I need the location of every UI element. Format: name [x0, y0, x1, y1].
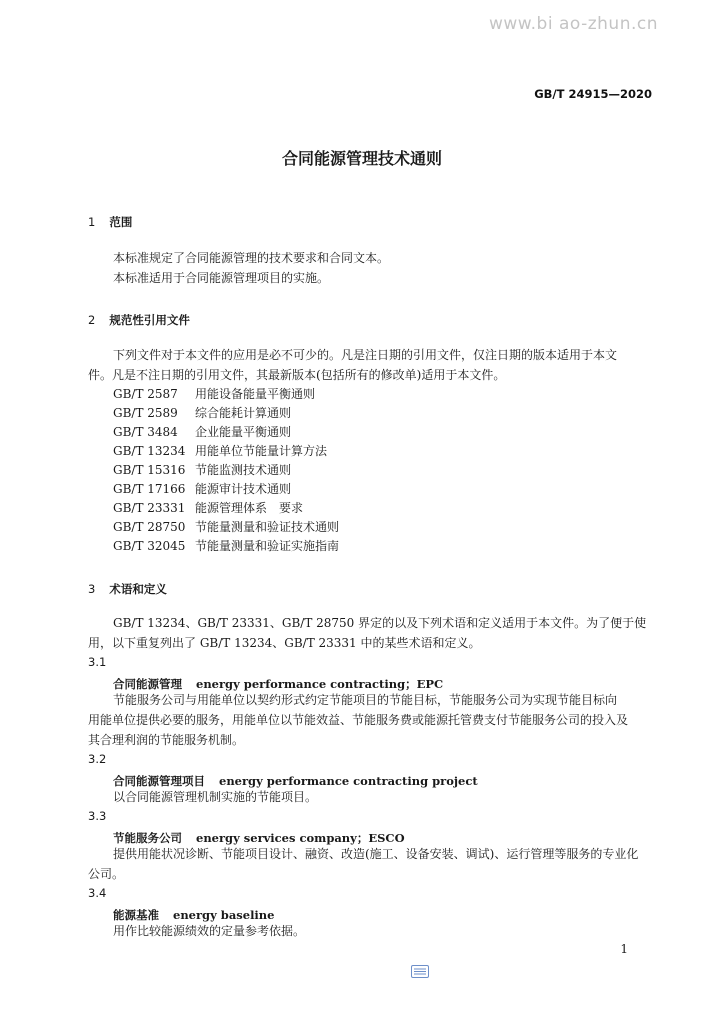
term-definition: 用能单位提供必要的服务，用能单位以节能效益、节能服务费或能源托管费支付节能服务公司的投入及: [88, 713, 629, 727]
reference-item: [113, 423, 291, 440]
term-english: energy baseline: [173, 908, 275, 922]
seal-stamp-icon: [411, 965, 429, 978]
reference-item: [113, 461, 291, 478]
reference-name: 能源管理体系 要求: [195, 501, 304, 515]
reference-code: GB/T 32045: [113, 539, 186, 553]
term-definition: 其合理利润的节能服务机制。: [88, 733, 245, 747]
reference-name: 企业能量平衡通则: [195, 425, 292, 439]
paragraph: 本标准适用于合同能源管理项目的实施。: [113, 271, 330, 285]
reference-code: GB/T 3484: [113, 425, 178, 439]
paragraph: 下列文件对于本文件的应用是必不可少的。凡是注日期的引用文件，仅注日期的版本适用于本文: [113, 348, 618, 362]
term-chinese: 能源基准: [113, 908, 159, 922]
term-english: energy performance contracting；EPC: [196, 677, 444, 691]
paragraph: GB/T 13234、GB/T 23331、GB/T 28750 界定的以及下列术语和定义适用于本文件。为了便于使: [113, 616, 647, 630]
reference-code: GB/T 23331: [113, 501, 186, 515]
section-3-heading: [88, 578, 167, 597]
section-2-heading: [88, 309, 190, 328]
paragraph: 本标准规定了合同能源管理的技术要求和合同文本。: [113, 251, 390, 265]
paragraph: 件。凡是不注日期的引用文件，其最新版本(包括所有的修改单)适用于本文件。: [88, 368, 506, 382]
page-number: 1: [620, 942, 628, 956]
standard-number: GB/T 24915—2020: [534, 87, 652, 101]
reference-code: GB/T 2589: [113, 406, 178, 420]
reference-code: GB/T 15316: [113, 463, 186, 477]
reference-name: 用能设备能量平衡通则: [195, 387, 316, 401]
reference-code: GB/T 13234: [113, 444, 186, 458]
term-english: energy services company；ESCO: [196, 831, 405, 845]
section-number: 3: [88, 582, 96, 596]
section-title: 范围: [109, 215, 133, 229]
term-number: 3.3: [88, 809, 107, 823]
term-english: energy performance contracting project: [219, 774, 478, 788]
reference-code: GB/T 2587: [113, 387, 178, 401]
term-number: 3.1: [88, 655, 107, 669]
section-title: 术语和定义: [109, 582, 167, 596]
section-1-heading: [88, 211, 132, 230]
term-definition: 用作比较能源绩效的定量参考依据。: [113, 924, 306, 938]
term-number: 3.2: [88, 752, 107, 766]
section-title: 规范性引用文件: [109, 313, 190, 327]
document-title: 合同能源管理技术通则: [281, 149, 442, 168]
term-chinese: 合同能源管理项目: [113, 774, 205, 788]
reference-code: GB/T 28750: [113, 520, 186, 534]
reference-item: [113, 404, 291, 421]
reference-item: [113, 442, 327, 459]
section-number: 2: [88, 313, 96, 327]
reference-item: [113, 480, 291, 497]
reference-name: 节能量测量和验证技术通则: [195, 520, 340, 534]
reference-item: [113, 385, 315, 402]
reference-name: 用能单位节能量计算方法: [195, 444, 328, 458]
term-chinese: 合同能源管理: [113, 677, 182, 691]
term-definition: 提供用能状况诊断、节能项目设计、融资、改造(施工、设备安装、调试)、运行管理等服务的专业化: [113, 847, 639, 861]
term-chinese: 节能服务公司: [113, 831, 182, 845]
reference-code: GB/T 17166: [113, 482, 186, 496]
section-number: 1: [88, 215, 96, 229]
reference-name: 节能监测技术通则: [195, 463, 292, 477]
reference-item: [113, 537, 339, 554]
reference-name: 综合能耗计算通则: [195, 406, 292, 420]
term-number: 3.4: [88, 886, 107, 900]
reference-item: [113, 518, 339, 535]
term-definition: 节能服务公司与用能单位以契约形式约定节能项目的节能目标，节能服务公司为实现节能目标向: [113, 693, 618, 707]
term-definition: 以合同能源管理机制实施的节能项目。: [113, 790, 318, 804]
reference-name: 能源审计技术通则: [195, 482, 292, 496]
reference-name: 节能量测量和验证实施指南: [195, 539, 340, 553]
paragraph: 用，以下重复列出了 GB/T 13234、GB/T 23331 中的某些术语和定义。: [88, 636, 481, 650]
watermark-text: www.bi ao-zhun.cn: [488, 14, 658, 34]
reference-item: [113, 499, 303, 516]
term-definition: 公司。: [88, 867, 125, 881]
